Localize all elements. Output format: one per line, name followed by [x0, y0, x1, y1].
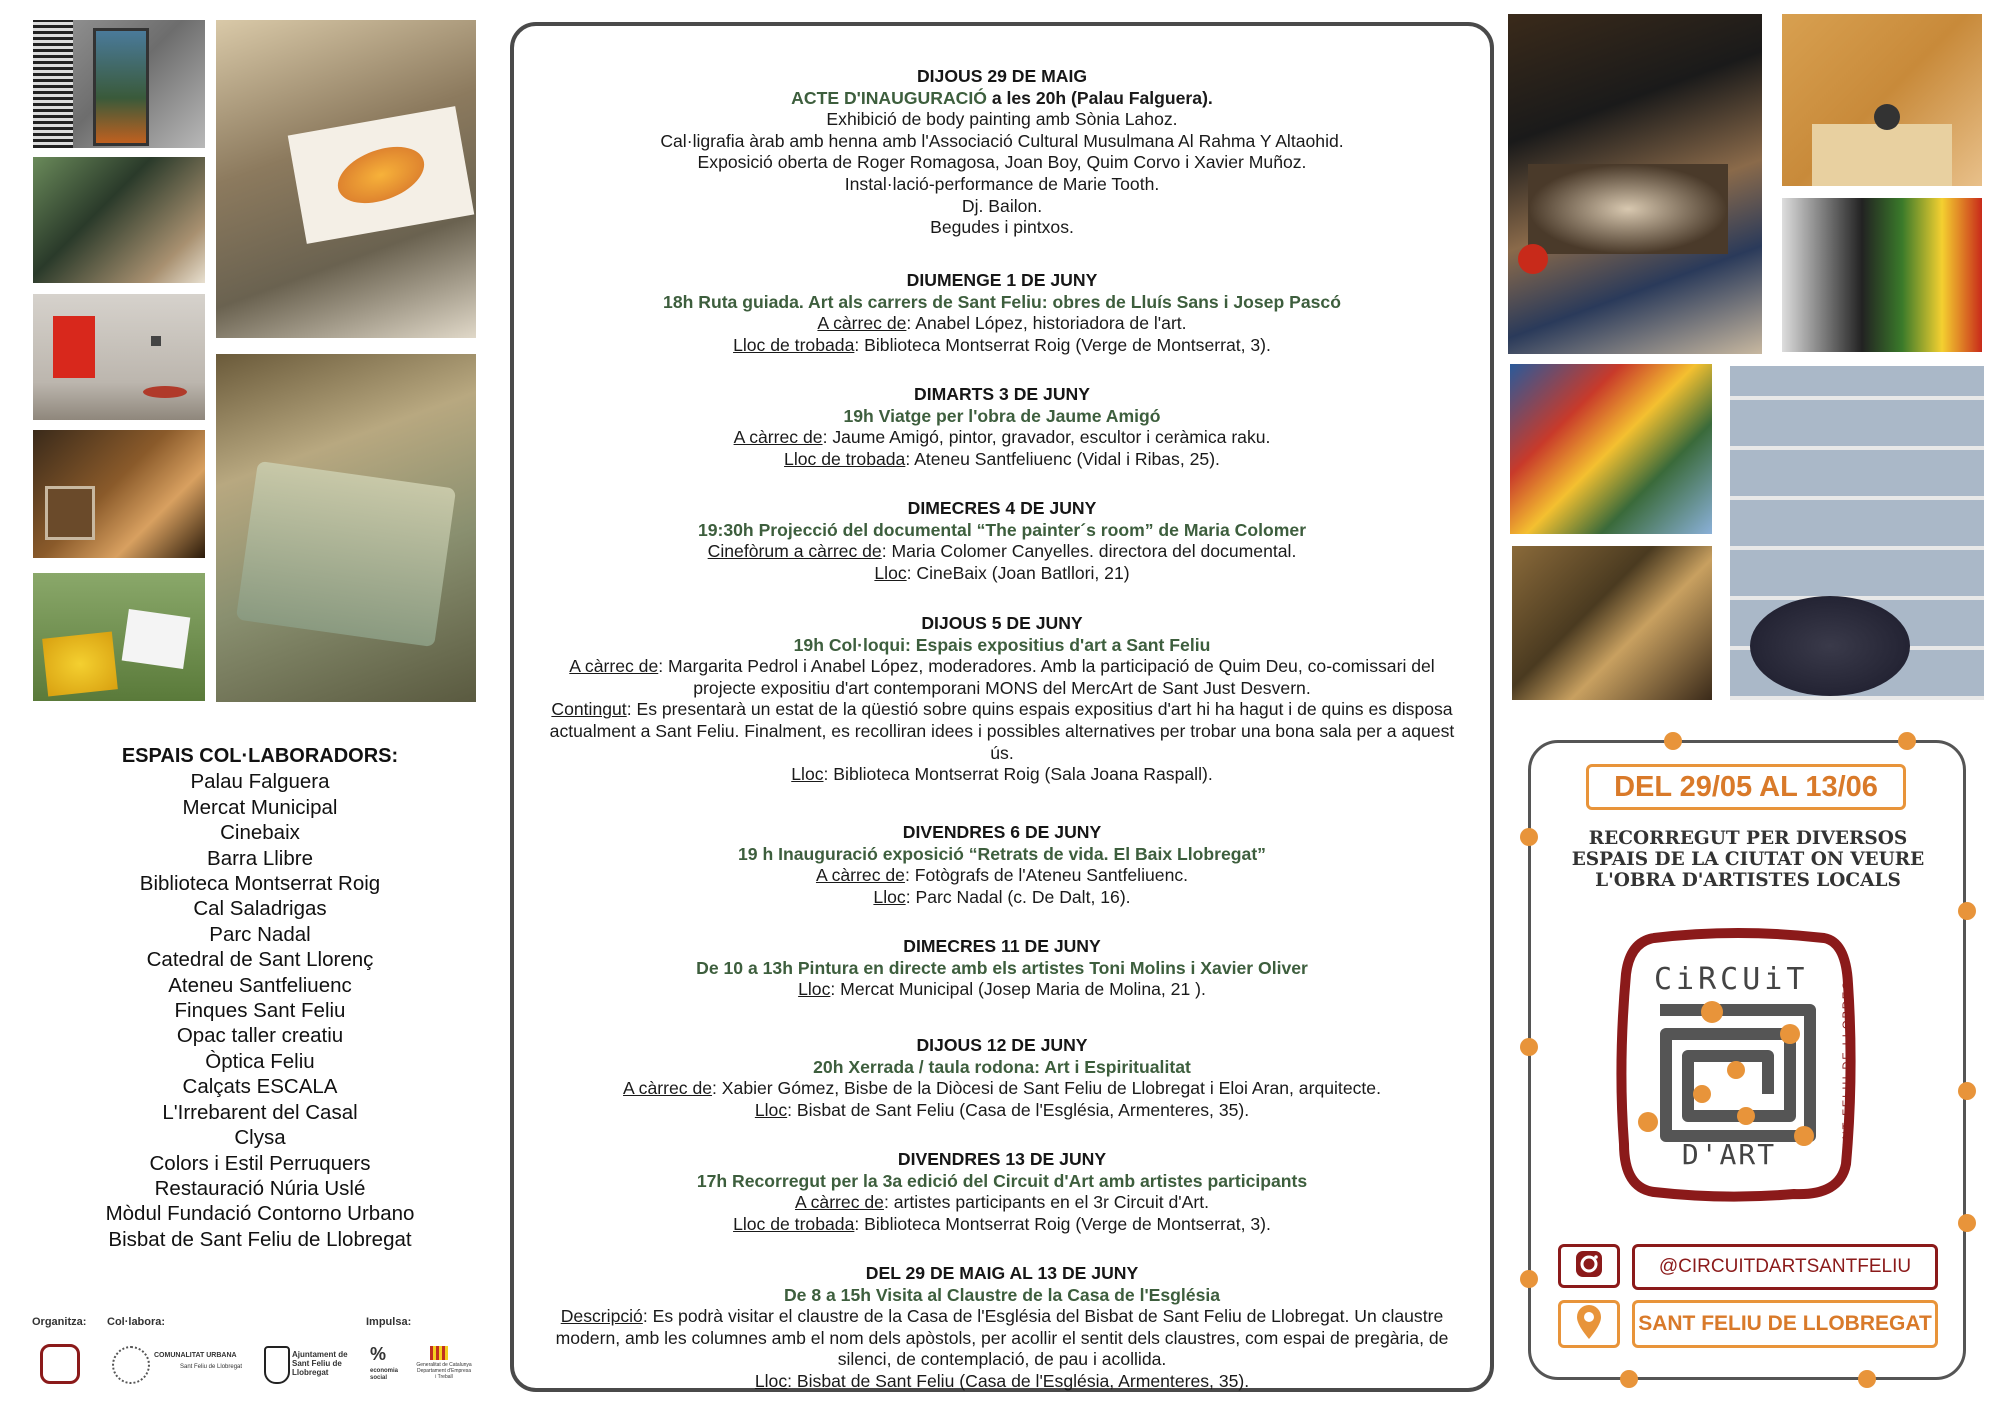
collaborator-item: Palau Falguera [190, 770, 330, 794]
event-field [514, 427, 1490, 449]
decor-dot [1858, 1370, 1876, 1388]
location-pin-icon [1561, 1303, 1617, 1345]
impulsa-label: Impulsa: [366, 1316, 412, 1328]
event-detail-line: Begudes i pintxos. [930, 217, 1074, 238]
event-field [514, 699, 1490, 764]
collaborator-item: Mòdul Fundació Contorno Urbano [105, 1202, 415, 1226]
collaborator-item: Ateneu Santfeliuenc [168, 973, 352, 997]
event-title: 17h Recorregut per la 3a edició del Circuit d'Art amb artistes participants [696, 1170, 1308, 1191]
collaborators-heading: ESPAIS COL·LABORADORS: [121, 745, 399, 767]
photo-art-objects [33, 157, 205, 283]
event-field [514, 335, 1490, 357]
event-field-label: Lloc de trobada [733, 334, 855, 355]
event-title-line [514, 1285, 1490, 1307]
event-detail-line: Cal·ligrafia àrab amb henna amb l'Associació Cultural Musulmana Al Rahma Y Altaohid. [660, 130, 1344, 151]
logo-dart-text: D'ART [1681, 1138, 1777, 1171]
event-field-label: A càrrec de [733, 427, 823, 448]
event-field [514, 1306, 1490, 1371]
event-field-value: : CineBaix (Joan Batllori, 21) [906, 562, 1130, 583]
generalitat-logo-text: Generalitat de Catalunya Departament d'Empresa i Treball [416, 1362, 472, 1380]
event-field [514, 541, 1490, 563]
decor-dot [1898, 732, 1916, 750]
collaborator-item: Parc Nadal [209, 922, 311, 946]
event-field [514, 1078, 1490, 1100]
event-field [514, 979, 1490, 1001]
collaborator-item: Cinebaix [220, 821, 300, 845]
event-field [514, 1371, 1490, 1393]
collaborator-item: Catedral de Sant Llorenç [146, 948, 374, 972]
event-field [514, 656, 1490, 699]
event-title: ACTE D'INAUGURACIÓ [791, 87, 987, 108]
event-field-label: A càrrec de [623, 1078, 713, 1099]
logo-circuit-text: CiRCUiT [1654, 962, 1809, 997]
event-field [514, 563, 1490, 585]
decor-dot [1664, 732, 1682, 750]
event-field-label: A càrrec de [794, 1192, 884, 1213]
event-field-label: Lloc [791, 764, 824, 785]
program-event [514, 1263, 1490, 1393]
event-field [514, 1214, 1490, 1236]
photo-gallery-red-canvas [33, 294, 205, 420]
event-field-value: : artistes participants en el 3r Circuit d'Art. [883, 1192, 1210, 1213]
event-field-value: : Jaume Amigó, pintor, gravador, escultor i ceràmica raku. [822, 427, 1271, 448]
program-event [514, 822, 1490, 908]
event-field [514, 865, 1490, 887]
collaborator-item: Òptica Feliu [205, 1049, 315, 1073]
event-title-line [514, 406, 1490, 428]
event-field [514, 764, 1490, 786]
collaborator-item: Biblioteca Montserrat Roig [139, 872, 381, 896]
collaborator-item: Bisbat de Sant Feliu de Llobregat [108, 1227, 412, 1251]
collaborator-item: Finques Sant Feliu [174, 999, 346, 1023]
event-date: DIJOUS 5 DE JUNY [921, 613, 1083, 633]
event-field-label: Cinefòrum a càrrec de [707, 541, 882, 562]
economia-social-text: economia social [370, 1368, 399, 1381]
decor-dot [1958, 902, 1976, 920]
instagram-icon [1561, 1247, 1617, 1285]
event-date: DIVENDRES 13 DE JUNY [897, 1149, 1107, 1169]
ajuntament-shield-icon [264, 1346, 290, 1384]
collaborator-item: Mercat Municipal [182, 795, 338, 819]
event-field-value: : Mercat Municipal (Josep Maria de Molina, 21 ). [830, 979, 1206, 1000]
photo-paint-tubes [1508, 14, 1762, 354]
program-event [514, 613, 1490, 786]
decor-dot [1620, 1370, 1638, 1388]
program-event [514, 936, 1490, 1001]
photo-owl-sculpture [1512, 546, 1712, 700]
program-event [514, 498, 1490, 584]
event-date: DIMECRES 4 DE JUNY [907, 498, 1097, 518]
collaborator-item: Clysa [234, 1126, 286, 1150]
event-date: DIJOUS 29 DE MAIG [916, 66, 1088, 86]
event-field-label: Lloc [874, 562, 907, 583]
location-icon-box[interactable] [1558, 1300, 1620, 1348]
event-title: 20h Xerrada / taula rodona: Art i Espiritualitat [813, 1056, 1191, 1077]
event-field-label: A càrrec de [569, 656, 659, 677]
event-field-label: Lloc de trobada [784, 448, 906, 469]
photo-vintage-tin-box [216, 354, 476, 702]
event-field-value: : Es podrà visitar el claustre de la Casa de l'Església del Bisbat de Sant Feliu de Llobregat. Un claustre modern, amb les columnes amb el nom dels apòstols, per acollir el sentit dels claustres, com espai de pregària, de silenci, de contemplació, de pau i acollida. [555, 1306, 1449, 1370]
ajuntament-logo-text: Ajuntament de Sant Feliu de Llobregat [292, 1350, 348, 1377]
event-title: De 8 a 15h Visita al Claustre de la Casa de l'Església [783, 1284, 1221, 1305]
event-field-value: : Anabel López, historiadora de l'art. [906, 313, 1187, 334]
event-field-label: Lloc de trobada [733, 1213, 855, 1234]
collaborator-item: Calçats ESCALA [182, 1075, 338, 1099]
photo-artist-goldfish [216, 20, 476, 338]
event-field-value: : Bisbat de Sant Feliu (Casa de l'Església, Armenteres, 35). [787, 1370, 1250, 1391]
program-event [514, 1035, 1490, 1121]
event-title: 18h Ruta guiada. Art als carrers de Sant Feliu: obres de Lluís Sans i Josep Pascó [663, 291, 1341, 312]
event-title-line [514, 844, 1490, 866]
event-date: DEL 29 DE MAIG AL 13 DE JUNY [865, 1263, 1139, 1283]
date-range-badge: DEL 29/05 AL 13/06 [1586, 764, 1906, 810]
event-field-value: : Biblioteca Montserrat Roig (Sala Joana Raspall). [823, 764, 1213, 785]
instagram-icon-box[interactable] [1558, 1244, 1620, 1288]
event-detail-line: Dj. Bailon. [961, 195, 1043, 216]
event-field-value: : Biblioteca Montserrat Roig (Verge de Montserrat, 3). [854, 334, 1271, 355]
event-title-line [514, 292, 1490, 314]
circuit-dart-logo [1614, 924, 1860, 1204]
photo-yellow-flowers-postcard [33, 573, 205, 701]
event-date: DIMARTS 3 DE JUNY [914, 384, 1090, 404]
event-detail-line: Exhibició de body painting amb Sònia Lahoz. [826, 109, 1178, 130]
event-title-line [514, 1171, 1490, 1193]
event-field-value: : Maria Colomer Canyelles. directora del documental. [881, 541, 1297, 562]
event-field-value: : Margarita Pedrol i Anabel López, moderadores. Amb la participació de Quim Deu, co-comissari del projecte expositiu d'art contemporani MONS del MercArt de Sant Just Desvern. [658, 656, 1435, 698]
event-field-value: : Biblioteca Montserrat Roig (Verge de Montserrat, 3). [854, 1213, 1271, 1234]
decor-dot [1958, 1082, 1976, 1100]
decor-dot [1520, 828, 1538, 846]
event-field-label: Lloc [798, 979, 831, 1000]
event-field-value: : Fotògrafs de l'Ateneu Santfeliuenc. [904, 865, 1189, 886]
program-event [514, 384, 1490, 470]
collaborator-item: Restauració Núria Uslé [154, 1176, 366, 1200]
event-field-label: A càrrec de [817, 313, 907, 334]
comunalitat-logo-icon [112, 1346, 150, 1384]
event-field [514, 449, 1490, 471]
event-field-label: Descripció [560, 1306, 643, 1327]
photo-street-art-figure [1782, 198, 1982, 352]
event-detail-line: Instal·lació-performance de Marie Tooth. [844, 173, 1160, 194]
program-event [514, 1149, 1490, 1235]
city-label[interactable]: SANT FELIU DE LLOBREGAT [1632, 1300, 1938, 1348]
event-title: 19 h Inauguració exposició “Retrats de vida. El Baix Llobregat” [738, 843, 1266, 864]
photo-palette-stained-glass [1510, 364, 1712, 534]
event-field [514, 1192, 1490, 1214]
event-title-line [514, 88, 1490, 110]
event-field [514, 1100, 1490, 1122]
event-field-value: : Bisbat de Sant Feliu (Casa de l'Església, Armenteres, 35). [787, 1099, 1250, 1120]
event-field-label: Lloc [754, 1099, 788, 1120]
event-detail-line: Exposició oberta de Roger Romagosa, Joan Boy, Quim Corvo i Xavier Muñoz. [697, 152, 1307, 173]
collaborators-list [60, 744, 460, 1252]
col-labora-label: Col·labora: [107, 1316, 166, 1328]
event-field-label: Contingut [551, 699, 627, 720]
event-title-line [514, 958, 1490, 980]
event-field-label: A càrrec de [815, 865, 905, 886]
collaborator-item: L'Irrebarent del Casal [162, 1100, 358, 1124]
event-field-label: Lloc [754, 1370, 788, 1391]
event-title-line [514, 520, 1490, 542]
event-title-line [514, 1057, 1490, 1079]
event-title: 19h Col·loqui: Espais expositius d'art a Sant Feliu [793, 634, 1211, 655]
event-field [514, 887, 1490, 909]
program-event [514, 66, 1490, 239]
circuit-description: RECORREGUT PER DIVERSOS ESPAIS DE LA CIUTAT ON VEURE L'OBRA D'ARTISTES LOCALS [1571, 828, 1925, 891]
program-panel [510, 22, 1494, 1392]
collaborator-item: Cal Saladrigas [193, 897, 327, 921]
event-title-line [514, 635, 1490, 657]
event-date: DIVENDRES 6 DE JUNY [902, 822, 1102, 842]
event-date: DIMECRES 11 DE JUNY [903, 936, 1101, 956]
comunalitat-logo-text: COMUNALITAT URBANA [154, 1352, 237, 1359]
event-field-value: : Es presentarà un estat de la qüestió sobre quins espais expositius d'art hi ha hagut i de quins es disposa actualment a Sant Feliu. Finalment, es recolliran idees i possibles alternatives per trobar una bona sala per a aquest ús. [549, 699, 1455, 763]
organitza-label: Organitza: [32, 1316, 87, 1328]
economia-social-icon: % [370, 1344, 387, 1364]
collaborator-item: Barra Llibre [207, 846, 313, 870]
event-field-value: : Xabier Gómez, Bisbe de la Diòcesi de Sant Feliu de Llobregat i Eloi Aran, arquitecte. [712, 1078, 1381, 1099]
photo-orange-wall [1782, 14, 1982, 186]
event-date: DIUMENGE 1 DE JUNY [906, 270, 1098, 290]
event-title-suffix: a les 20h (Palau Falguera). [986, 87, 1213, 108]
event-field-value: : Parc Nadal (c. De Dalt, 16). [905, 886, 1131, 907]
event-field-value: : Ateneu Santfeliuenc (Vidal i Ribas, 25). [905, 448, 1220, 469]
photo-paint-shelves [1730, 366, 1984, 700]
event-title: 19h Viatge per l'obra de Jaume Amigó [843, 405, 1161, 426]
decor-dot [1520, 1270, 1538, 1288]
event-field [514, 313, 1490, 335]
program-event [514, 270, 1490, 356]
generalitat-flag-icon [430, 1346, 448, 1360]
collaborator-item: Opac taller creatiu [176, 1024, 344, 1048]
decor-dot [1958, 1214, 1976, 1232]
circuit-logo-small [40, 1344, 80, 1384]
logo-side-text: SANT FELIU DE LLOBREGAT [1841, 962, 1853, 1158]
photo-staircase-interior [33, 430, 205, 558]
collaborator-item: Colors i Estil Perruquers [149, 1151, 371, 1175]
event-title: 19:30h Projecció del documental “The painter´s room” de Maria Colomer [697, 519, 1307, 540]
instagram-handle[interactable]: @CIRCUITDARTSANTFELIU [1632, 1244, 1938, 1290]
photo-painting-easel [33, 20, 205, 148]
event-title: De 10 a 13h Pintura en directe amb els artistes Toni Molins i Xavier Oliver [696, 957, 1308, 978]
event-field-label: Lloc [873, 886, 906, 907]
decor-dot [1520, 1038, 1538, 1056]
comunalitat-logo-sub: Sant Feliu de Llobregat [180, 1364, 243, 1370]
event-date: DIJOUS 12 DE JUNY [916, 1035, 1088, 1055]
